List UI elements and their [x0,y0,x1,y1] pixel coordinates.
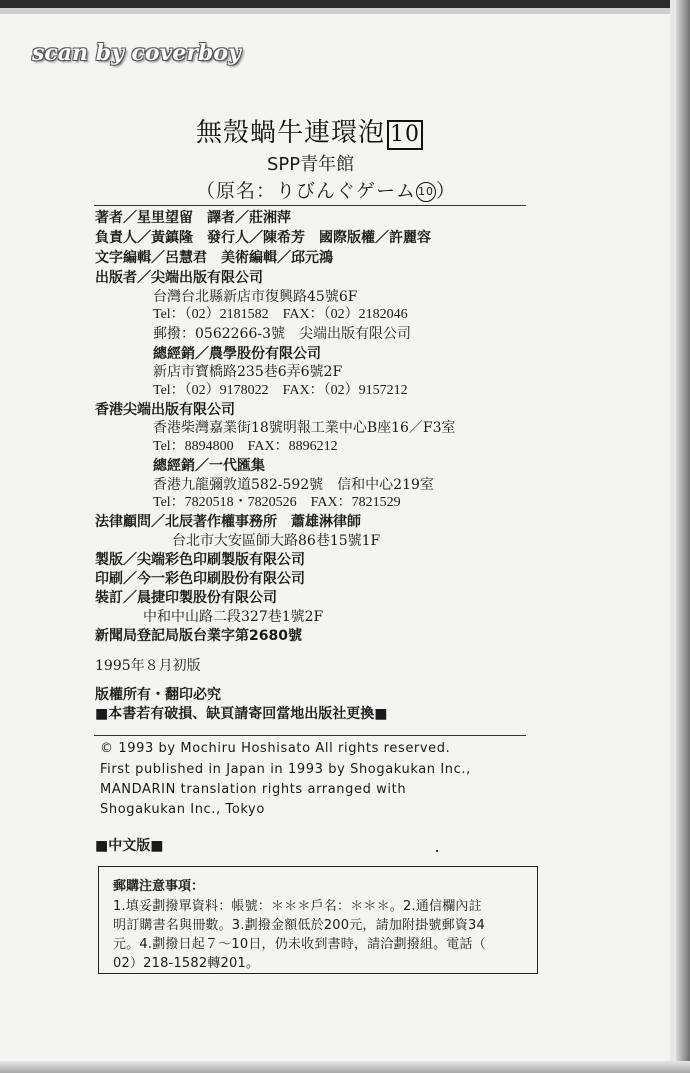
copyright-line-4: Shogakukan Inc., Tokyo [100,802,265,817]
hk-publisher-tel-fax: Tel：8894800 FAX：8896212 [153,439,338,454]
binding-label: 裝訂／晨捷印製股份有限公司 [95,590,277,606]
hk-publisher-label: 香港尖端出版有限公司 [95,402,235,418]
legal-counsel-address: 台北市大安區師大路86巷15號1F [172,533,381,549]
series-name: SPP青年館 [267,154,355,175]
original-title [196,176,456,203]
chinese-edition-label: ■中文版■ [95,838,164,854]
original-volume: 10 [416,182,436,202]
publisher-address: 台灣台北縣新店市復興路45號6F [153,289,358,305]
hk-distributor-label: 總經銷／一代匯集 [153,458,265,474]
tw-distributor-label: 總經銷／農學股份有限公司 [153,346,321,362]
edition-line: 1995年８月初版 [95,658,201,674]
registration-line: 新聞局登記局版台業字第2680號 [95,628,302,644]
publisher-tel-fax: Tel：（02）2181582 FAX：（02）2182046 [153,307,408,322]
publisher-postal-account: 郵撥：0562266-3號 尖端出版有限公司 [153,326,411,342]
copyright-line-2: First published in Japan in 1993 by Shogakukan Inc., [100,762,471,777]
mail-order-line-1: 1.填妥劃撥單資料：帳號：＊＊＊戶名：＊＊＊。2.通信欄內註 [113,899,482,914]
tw-distributor-tel-fax: Tel：（02）9178022 FAX：（02）9157212 [153,383,408,398]
binding-address: 中和中山路二段327巷1號2F [143,609,324,625]
hk-publisher-address: 香港柴灣嘉業街18號明報工業中心B座16／F3室 [153,420,456,436]
printing-line: 印刷／今一彩色印刷股份有限公司 [95,571,305,587]
mail-order-line-3: 元。4.劃撥日起７～10日，仍未收到書時，請洽劃撥組。電話（ [113,937,486,952]
scan-top-shadow [0,8,690,14]
copyright-line-3: MANDARIN translation rights arranged with [100,782,407,797]
tw-distributor-address: 新店市寶橋路235巷6弄6號2F [153,364,343,380]
original-title-prefix: （原名：りびんぐゲーム [196,180,417,202]
mail-order-heading: 郵購注意事項： [113,879,205,894]
divider-middle [94,735,526,736]
scan-right-edge [676,0,690,1073]
damage-notice: ■本書若有破損、缺頁請寄回當地出版社更換■ [95,706,388,722]
mail-order-line-4: 02）218-1582轉201。 [113,956,260,971]
legal-counsel-label: 法律顧問／北辰著作權事務所 蕭雄淋律師 [95,514,361,530]
mail-order-line-2: 明訂購書名與冊數。3.劃撥金額低於200元，請加附掛號郵資34 [113,918,485,933]
divider-top [94,205,526,206]
copyright-line-1: © 1993 by Mochiru Hoshisato All rights reserved. [100,741,451,756]
credit-line-management: 負責人／黃鎮隆 發行人／陳希芳 國際版權／許麗容 [95,230,431,246]
scanner-watermark: scan by coverboy [32,40,241,66]
rights-line: 版權所有・翻印必究 [95,687,221,703]
hk-distributor-tel-fax: Tel：7820518・7820526 FAX：7821529 [153,495,401,510]
publisher-label: 出版者／尖端出版有限公司 [95,270,263,286]
scan-speck [436,850,438,852]
hk-distributor-address: 香港九龍彌敦道582-592號 信和中心219室 [153,477,434,493]
platemaking-line: 製版／尖端彩色印刷製版有限公司 [95,552,305,568]
mail-order-box [98,866,538,974]
original-title-suffix: ） [436,180,457,202]
title-text: 無殼蝸牛連環泡 [196,118,386,148]
scan-bottom-edge [0,1061,690,1073]
credit-line-authors: 著者／星里望留 譯者／莊湘萍 [95,210,291,226]
book-title [196,112,423,150]
credit-line-editors: 文字編輯／呂慧君 美術編輯／邱元鴻 [95,250,333,266]
volume-number: 10 [387,120,423,150]
scan-top-edge [0,0,690,8]
